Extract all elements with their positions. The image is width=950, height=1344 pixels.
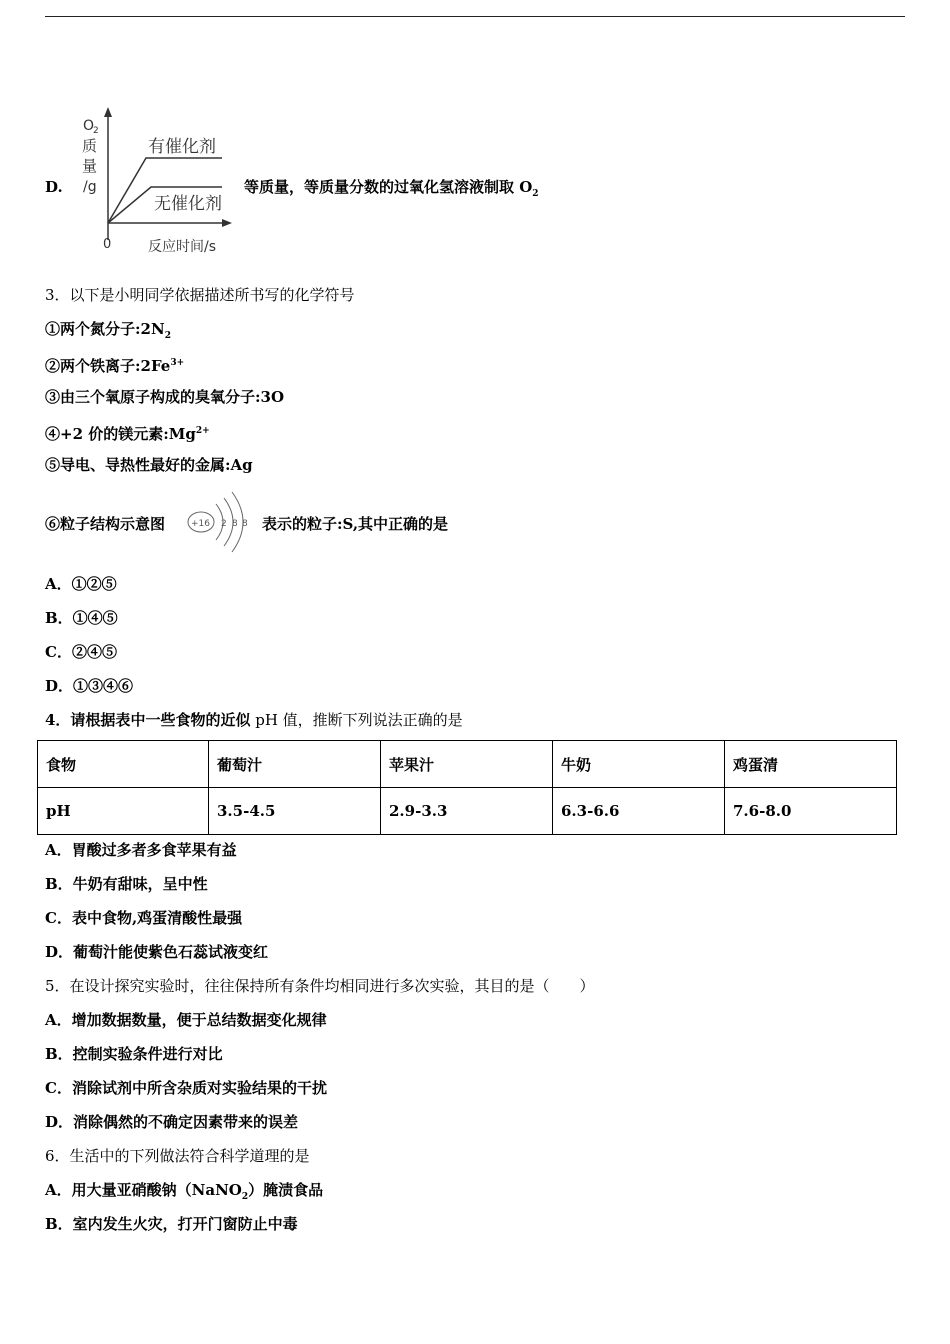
q3-option-d: D．①③④⑥ <box>45 677 134 695</box>
origin-label: 0 <box>103 237 112 252</box>
q4-option-a: A．胃酸过多者多食苹果有益 <box>45 841 237 859</box>
q3-option-a: A．①②⑤ <box>45 575 117 593</box>
q3-item-1: ①两个氮分子$:2N_2$ <box>45 320 171 341</box>
q5-option-b: B．控制实验条件进行对比 <box>45 1045 223 1063</box>
sulfur-atom-diagram <box>186 488 258 556</box>
q5-stem: 5．在设计探究实验时，往往保持所有条件均相同进行多次实验，其目的是（ ） <box>45 977 595 995</box>
table-cell: 鸡蛋清 <box>725 741 897 788</box>
table-row <box>38 788 897 835</box>
table-cell: 食物 <box>38 741 209 788</box>
q3-item-4: ④+2 价的镁元素$:Mg^{2+}$ <box>45 425 210 443</box>
label-no-catalyst: 无催化剂 <box>154 194 222 214</box>
y-label-sub: 2 <box>93 126 99 136</box>
q6-option-a: A．用大量亚硝酸钠（NaNO$_2$）腌渍食品 <box>45 1181 324 1202</box>
q3-item-2: ②两个铁离子$:2Fe^{3+}$ <box>45 357 185 375</box>
q5-option-c: C．消除试剂中所含杂质对实验结果的干扰 <box>45 1079 327 1097</box>
table-cell: 3.5-4.5 <box>209 788 381 835</box>
q3-item-6-suffix: 表示的粒子:S,其中正确的是 <box>262 515 449 533</box>
nucleus-charge: +16 <box>191 519 210 529</box>
q6-option-b: B．室内发生火灾，打开门窗防止中毒 <box>45 1215 298 1233</box>
q5-option-a: A．增加数据数量，便于总结数据变化规律 <box>45 1011 327 1029</box>
label-catalyst: 有催化剂 <box>148 137 216 157</box>
q3-option-c: C．②④⑤ <box>45 643 117 661</box>
y-label-o: O <box>83 118 95 134</box>
table-cell: 牛奶 <box>553 741 725 788</box>
ph-table <box>37 740 897 835</box>
q2-option-d-text: 等质量，等质量分数的过氧化氢溶液制取 $O_2$ <box>244 178 539 199</box>
q3-item-3: ③由三个氧原子构成的臭氧分子:3O <box>45 388 285 406</box>
table-cell: 2.9-3.3 <box>381 788 553 835</box>
x-axis-arrow <box>222 219 232 227</box>
q4-option-c: C．表中食物,鸡蛋清酸性最强 <box>45 909 243 927</box>
q4-option-b: B．牛奶有甜味，呈中性 <box>45 875 208 893</box>
q6-stem: 6．生活中的下列做法符合科学道理的是 <box>45 1147 310 1165</box>
shell-1-electrons: 2 <box>221 519 227 529</box>
q4-stem: 4．请根据表中一些食物的近似 pH 值，推断下列说法正确的是 <box>45 711 463 729</box>
q2-option-d-letter: D. <box>45 178 63 196</box>
table-cell: pH <box>38 788 209 835</box>
q3-item-6-prefix: ⑥粒子结构示意图 <box>45 515 166 533</box>
q4-option-d: D．葡萄汁能使紫色石蕊试液变红 <box>45 943 269 961</box>
table-cell: 葡萄汁 <box>209 741 381 788</box>
q3-option-b: B．①④⑤ <box>45 609 118 627</box>
y-axis-arrow <box>104 107 112 117</box>
y-label-liang: 量 <box>82 157 98 175</box>
q3-stem: 3．以下是小明同学依据描述所书写的化学符号 <box>45 286 355 304</box>
oxygen-mass-graph <box>76 105 236 255</box>
x-axis-label: 反应时间/s <box>148 239 217 255</box>
q3-item-5: ⑤导电、导热性最好的金属:Ag <box>45 456 253 474</box>
q5-option-d: D．消除偶然的不确定因素带来的误差 <box>45 1113 299 1131</box>
shell-2-electrons: 8 <box>232 519 238 529</box>
table-header-row <box>38 741 897 788</box>
table-cell: 7.6-8.0 <box>725 788 897 835</box>
y-label-zhi: 质 <box>82 137 98 155</box>
table-cell: 6.3-6.6 <box>553 788 725 835</box>
header-rule <box>45 16 905 17</box>
y-label-unit: /g <box>83 179 97 195</box>
shell-3-electrons: 8 <box>242 519 248 529</box>
table-cell: 苹果汁 <box>381 741 553 788</box>
